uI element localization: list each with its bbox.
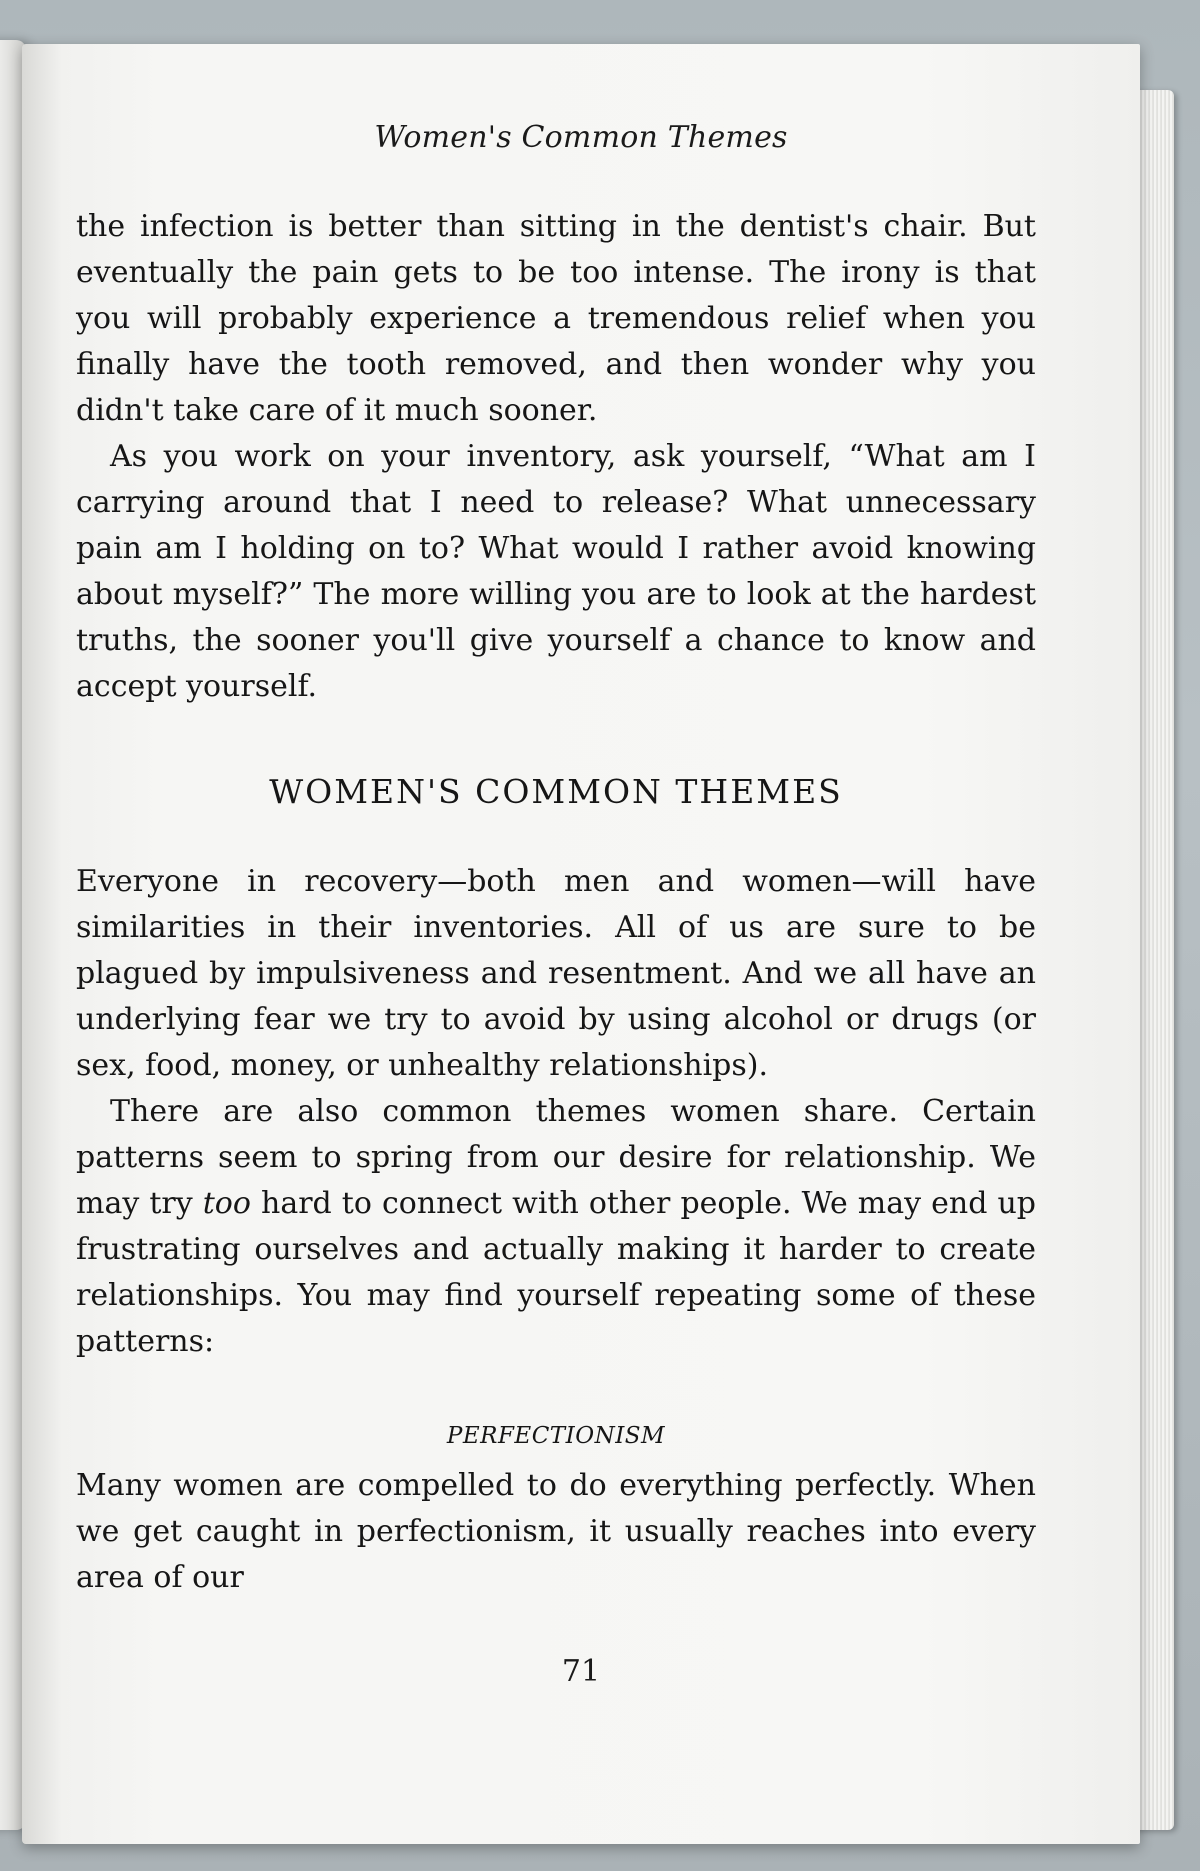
running-head: Women's Common Themes [374,120,788,155]
emphasis-too: too [202,1186,251,1221]
section-heading: WOMEN'S COMMON THEMES [269,772,843,811]
page-number: 71 [561,1654,601,1689]
paragraph-common-themes [76,1089,1036,1365]
sub-heading-perfectionism: PERFECTIONISM [446,1423,666,1449]
paragraph-continued: the infection is better than sitting in the dentist's chair. But eventually the pain gets to be too intense. The irony is that you will probably experience a tremendous relief when you finally have the tooth removed, and then wonder why you didn't take care of it much sooner. [76,209,1036,428]
paragraph-perfectionism: Many women are compelled to do everything perfectly. When we get caught in perfectionism, it usually reaches into every area of our [76,1468,1036,1595]
paragraph-common-themes-start: There are also common themes women share. Certain patterns seem to spring from our desire for relationship. We may try [76,1094,1036,1221]
book-page [22,44,1140,1844]
paragraph-similarities: Everyone in recovery—both men and women—will have similarities in their inventories. All of us are sure to be plagued by impulsiveness and resentment. And we all have an underlying fear we try to avoid by using alcohol or drugs (or sex, food, money, or unhealthy relationships). [76,864,1036,1083]
paragraph-common-themes-end: hard to connect with other people. We may end up frustrating ourselves and actually making it harder to create relationships. You may find yourself repeating some of these patterns: [76,1186,1037,1359]
text-block [76,204,1036,1601]
paragraph-inventory: As you work on your inventory, ask yourself, “What am I carrying around that I need to release? What unnecessary pain am I holding on to? What would I rather avoid knowing about myself?” The more willing you are to look at the hardest truths, the sooner you'll give yourself a chance to know and accept yourself. [76,439,1036,704]
